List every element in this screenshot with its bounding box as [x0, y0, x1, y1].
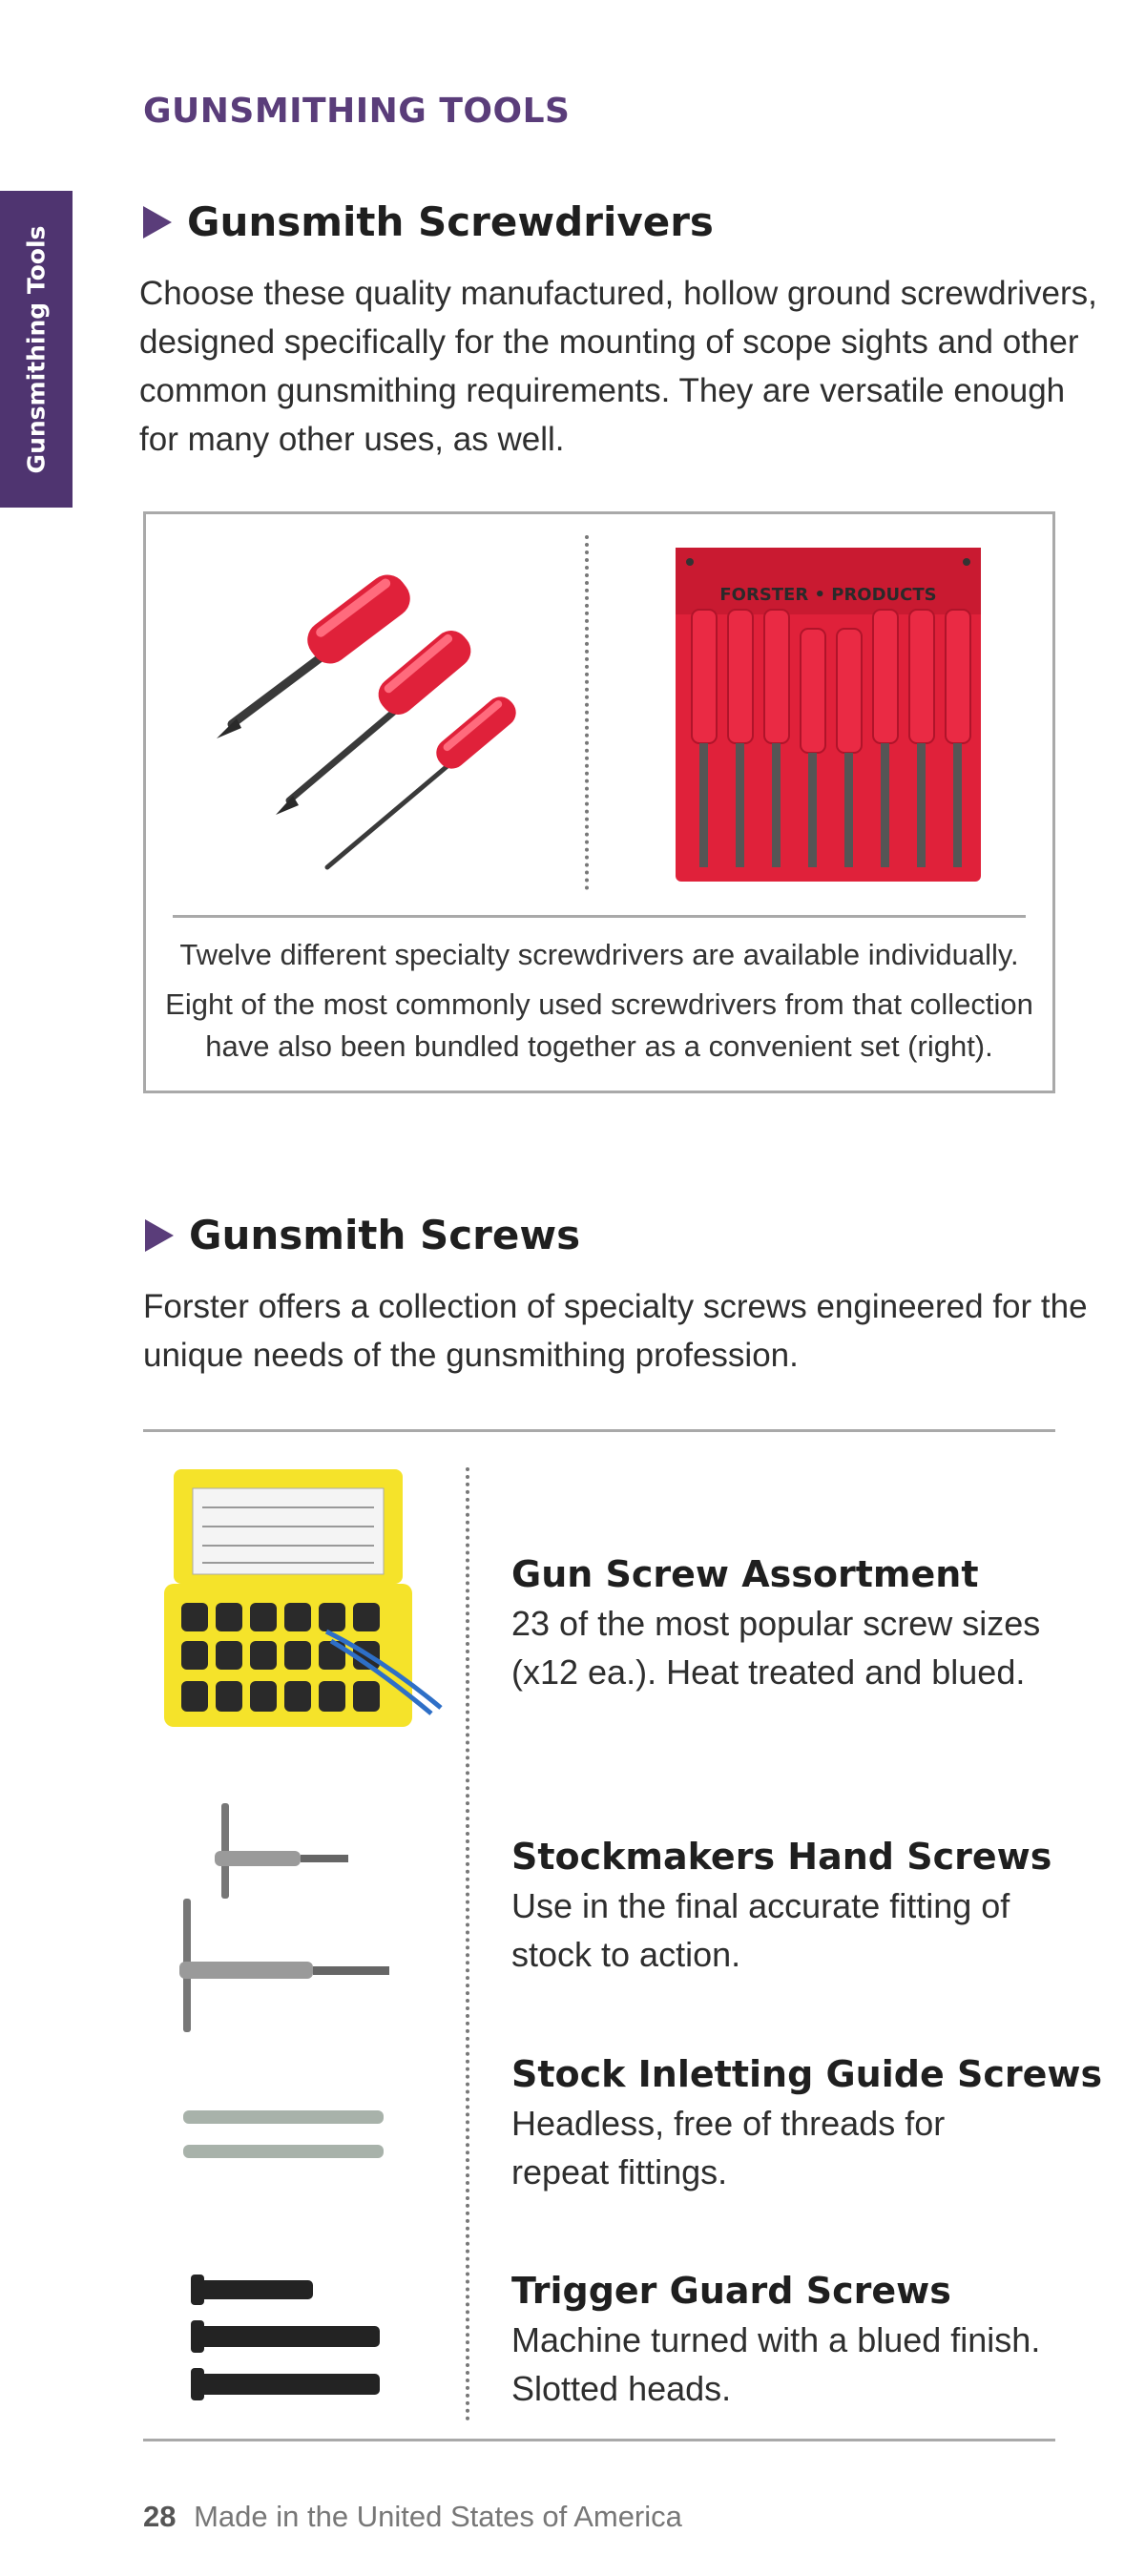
description-line: designed specifically for the mounting of scope sights and other [139, 323, 1079, 361]
screwdrivers-description [139, 269, 1097, 464]
t-handle-screw-icon [215, 1803, 348, 1899]
screwdriver-caption [156, 934, 1043, 1068]
screwdrivers-heading [143, 198, 714, 245]
caption-line: Twelve different specialty screwdrivers are available individually. [179, 938, 1019, 971]
item-description-line: (x12 ea.). Heat treated and blued. [511, 1652, 1026, 1692]
stock-inletting-guide-screws-item [511, 2049, 1103, 2196]
screwdrivers-image [184, 543, 585, 896]
description-line: Forster offers a collection of specialty screws engineered for the [143, 1288, 1088, 1325]
item-description-line: Headless, free of threads for [511, 2104, 946, 2143]
screws-heading [145, 1212, 580, 1258]
item-description-line: stock to action. [511, 1935, 741, 1974]
description-line: unique needs of the gunsmithing profession. [143, 1337, 799, 1374]
page-number: 28 [143, 2500, 177, 2533]
footer-text: Made in the United States of America [194, 2500, 682, 2533]
screwdriver-medium-icon [276, 624, 478, 815]
caption-line: Eight of the most commonly used screwdrivers from that collection [165, 987, 1033, 1021]
page-footer [143, 2500, 682, 2534]
caption-rule [173, 915, 1026, 918]
description-line: for many other uses, as well. [139, 421, 565, 458]
trigger-guard-screws-item [511, 2266, 1084, 2413]
dotted-divider [585, 535, 589, 890]
screwdriver-small-icon [327, 691, 522, 867]
section-header: GUNSMITHING TOOLS [143, 92, 571, 131]
item-description-line: repeat fittings. [511, 2152, 728, 2192]
triangle-bullet-icon [143, 206, 172, 239]
pouch-label: FORSTER • PRODUCTS [719, 585, 937, 605]
screws-heading-text: Gunsmith Screws [189, 1212, 581, 1258]
trigger-guard-screws-image [181, 2267, 401, 2410]
top-rule [143, 1429, 1055, 1432]
screw-assortment-image [164, 1469, 450, 1746]
triangle-bullet-icon [145, 1219, 174, 1252]
caption-line: have also been bundled together as a convenient set (right). [205, 1029, 993, 1063]
gun-screw-assortment-item [511, 1549, 1084, 1696]
item-title: Stock Inletting Guide Screws [511, 2053, 1103, 2095]
bottom-rule [143, 2439, 1055, 2441]
item-title: Gun Screw Assortment [511, 1553, 979, 1595]
screwdriver-set-image [671, 543, 986, 886]
side-tab-label: Gunsmithing Tools [22, 225, 51, 473]
t-handle-screw-icon [179, 1899, 389, 2032]
item-title: Trigger Guard Screws [511, 2270, 951, 2312]
screwdriver-large-icon [217, 568, 418, 738]
item-title: Stockmakers Hand Screws [511, 1836, 1052, 1878]
screwdrivers-heading-text: Gunsmith Screwdrivers [187, 198, 714, 245]
screws-description [143, 1282, 1088, 1380]
dotted-divider [466, 1467, 469, 2421]
item-description-line: Slotted heads. [511, 2369, 732, 2408]
description-line: Choose these quality manufactured, hollow ground screwdrivers, [139, 275, 1097, 312]
item-description-line: Machine turned with a blued finish. [511, 2320, 1041, 2359]
stockmakers-hand-screws-image [172, 1794, 429, 2051]
description-line: common gunsmithing requirements. They are versatile enough [139, 372, 1066, 409]
item-description-line: Use in the final accurate fitting of [511, 1886, 1010, 1925]
stockmakers-hand-screws-item [511, 1832, 1084, 1979]
screwdriver-photo-box [143, 511, 1055, 1093]
side-tab [0, 191, 73, 508]
item-description-line: 23 of the most popular screw sizes [511, 1604, 1041, 1643]
stock-inletting-guide-screws-image [181, 2099, 391, 2175]
